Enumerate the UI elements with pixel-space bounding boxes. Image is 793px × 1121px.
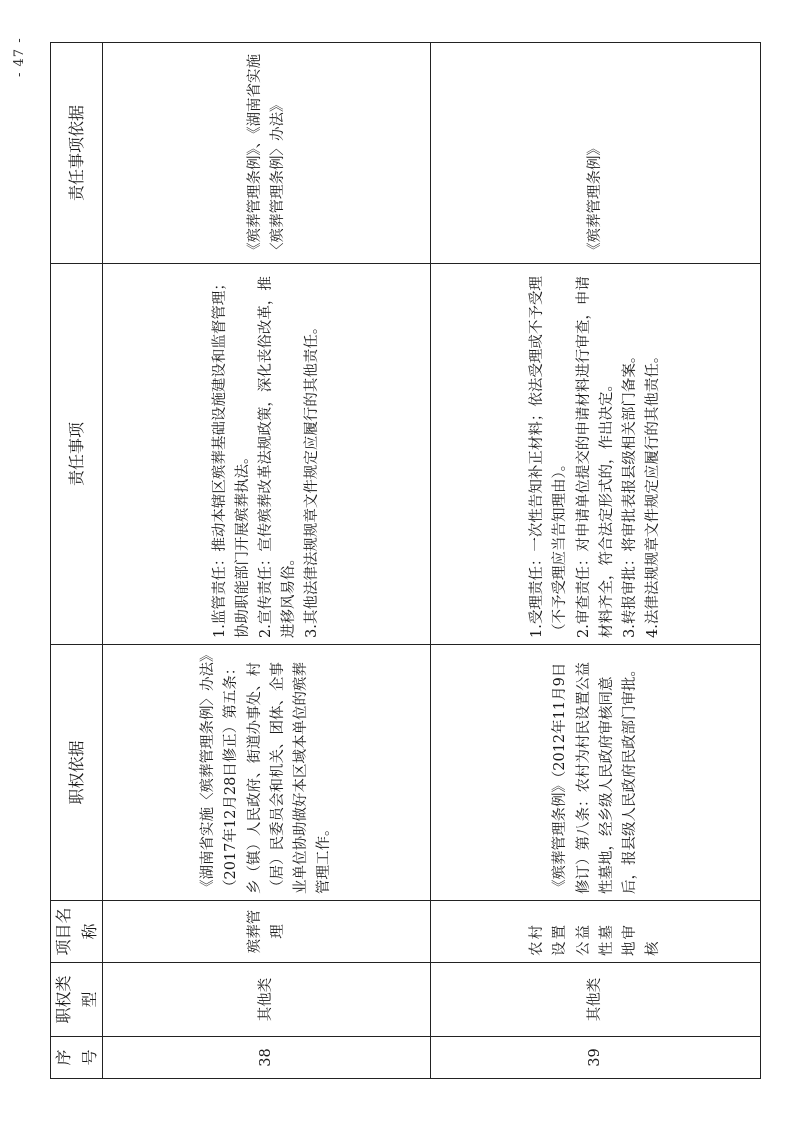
row-name: 殡葬管理 <box>103 901 431 963</box>
table-header-row <box>51 43 103 1079</box>
table-row <box>103 43 431 1079</box>
duty-item: 1.受理责任：一次性告知补正材料；依法受理或不予受理（不予受理应当告知理由）。 <box>529 276 569 638</box>
duty-item: 3.其他法律法规规章文件规定应履行的其他责任。 <box>304 319 321 638</box>
row-no: 38 <box>103 1037 431 1079</box>
row-type: 其他类 <box>431 963 761 1037</box>
duty-item: 4.法律法规规章文件规定应履行的其他责任。 <box>645 348 662 638</box>
page-number: - 47 - <box>12 37 27 77</box>
duty-table <box>50 42 761 1079</box>
row-duties <box>103 264 431 645</box>
row-no: 39 <box>431 1037 761 1079</box>
row-type: 其他类 <box>103 963 431 1037</box>
header-duties: 责任事项 <box>51 264 103 645</box>
header-basis: 职权依据 <box>51 645 103 901</box>
row-reference: 《殡葬管理条例》 <box>431 43 761 264</box>
header-name: 项目名称 <box>51 901 103 963</box>
header-no: 序号 <box>51 1037 103 1079</box>
row-basis: 《湖南省实施〈殡葬管理条例〉办法》（2017年12月28日修正）第五条：乡（镇）人民政府、街道办事处、村（居）民委员会和机关、团体、企事业单位协助做好本区域本单位的殡葬管理工作。 <box>103 645 431 901</box>
row-basis: 《殡葬管理条例》（2012年11月9日修订）第八条：农村为村民设置公益性墓地，经乡级人民政府审核同意后，报县级人民政府民政部门审批。 <box>431 645 761 901</box>
table-row <box>431 43 761 1079</box>
row-name: 农村设置公益性墓地审核 <box>431 901 761 963</box>
duty-item: 1.监管责任：推动本辖区殡葬基础设施建设和监督管理；协助职能部门开展殡葬执法。 <box>211 276 251 638</box>
row-duties <box>431 264 761 645</box>
header-reference: 责任事项依据 <box>51 43 103 264</box>
duty-item: 2.审查责任：对申请单位提交的申请材料进行审查，申请材料齐全，符合法定形式的，作出决定。 <box>575 276 615 638</box>
header-type: 职权类型 <box>51 963 103 1037</box>
row-reference: 《殡葬管理条例》、《湖南省实施〈殡葬管理条例〉办法》 <box>103 43 431 264</box>
duty-item: 2.宣传责任：宣传殡葬改革法规政策，深化丧俗改革，推进移风易俗。 <box>258 276 298 638</box>
duty-item: 3.转报审批：将审批表报县级相关部门备案。 <box>621 348 638 638</box>
